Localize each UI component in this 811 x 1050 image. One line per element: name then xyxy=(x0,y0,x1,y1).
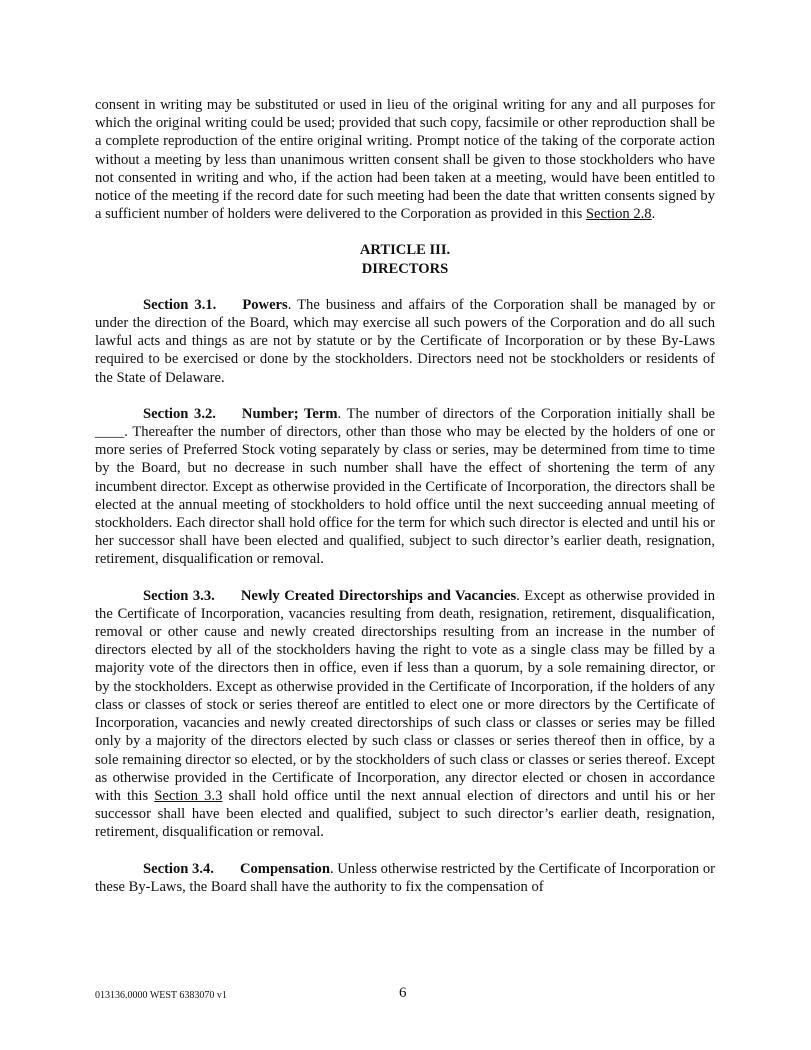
section-number: Section 3.2. xyxy=(143,405,216,422)
page-number: 6 xyxy=(399,985,407,1001)
section-text: . Except as otherwise provided in the Certificate of Incorporation, vacancies resulting from death, resignation, retirement, disqualification, removal or other cause and newly created directorships resulting from an increase in the number of directors elected by all of the stockholders having the right to vote as a single class may be filled by a majority vote of the directors then in office, even if less than a quorum, by a sole remaining director, or by the stockholders. Except as otherwise provided in the Certificate of Incorporation, if the holders of any class or classes of stock or series thereof are entitled to elect one or more directors by the Certificate of Incorporation, vacancies and newly created directorships of such class or classes or series may be filled only by a majority of the directors elected by such class or classes or series thereof then in office, by a sole remaining director so elected, or by the stockholders of such class or classes or series thereof. Except as otherwise provided in the Certificate of Incorporation, any director elected or chosen in accordance with this xyxy=(95,587,715,804)
article-heading xyxy=(95,241,715,277)
section-text: . Unless otherwise restricted by the Certificate of Incorporation or these By-Laws, the Board shall have the authority to fix the compensation of xyxy=(95,860,715,895)
footer-document-id: 013136.0000 WEST 6383070 v1 xyxy=(95,990,227,1001)
article-title: DIRECTORS xyxy=(361,260,449,277)
document-page xyxy=(95,96,715,914)
section-number: Section 3.3. xyxy=(143,587,215,604)
section-title: Powers xyxy=(242,296,288,313)
section-title: Compensation xyxy=(239,860,330,877)
section-title: Newly Created Directorships and Vacancies xyxy=(240,587,517,604)
section-number: Section 3.4. xyxy=(143,860,214,877)
section-number: Section 3.1. xyxy=(143,296,217,313)
cross-reference-link[interactable]: Section 2.8 xyxy=(585,206,652,223)
section-3-3 xyxy=(95,587,715,842)
continuation-paragraph xyxy=(95,96,715,223)
article-number: ARTICLE III. xyxy=(359,242,451,259)
paragraph-text: consent in writing may be substituted or used in lieu of the original writing for any and all purposes for which the original writing could be used; provided that such copy, facsimile or other reproduction shall be a complete reproduction of the entire original writing. Prompt notice of the taking of the corporate action without a meeting by less than unanimous written consent shall be given to those stockholders who have not consented in writing and who, if the action had been taken at a meeting, would have been entitled to notice of the meeting if the record date for such meeting had been the date that written consents signed by a sufficient number of holders were delivered to the Corporation as provided in this xyxy=(95,97,715,223)
section-text: . The number of directors of the Corporation initially shall be ____. Thereafter the number of directors, other than those who may be elected by the holders of one or more series of Preferred Stock voting separately by class or series, may be determined from time to time by the Board, but no decrease in such number shall have the effect of shortening the term of any incumbent director. Except as otherwise provided in the Certificate of Incorporation, the directors shall be elected at the annual meeting of stockholders to hold office until the next succeeding annual meeting of stockholders. Each director shall hold office for the term for which such director is elected and until his or her successor shall have been elected and qualified, subject to such director’s earlier death, resignation, retirement, disqualification or removal. xyxy=(95,405,715,568)
cross-reference-link[interactable]: Section 3.3 xyxy=(154,787,223,804)
section-3-4 xyxy=(95,860,715,896)
paragraph-text: . xyxy=(651,206,656,223)
section-text: shall hold office until the next annual election of directors and until his or her successor shall have been elected and qualified, subject to such director’s earlier death, resignation, retirement, disqualification or removal. xyxy=(95,787,716,841)
section-text: . The business and affairs of the Corporation shall be managed by or under the direction of the Board, which may exercise all such powers of the Corporation and do all such lawful acts and things as are not by statute or by the Certificate of Incorporation or by these By-Laws required to be exercised or done by the stockholders. Directors need not be stockholders or residents of the State of Delaware. xyxy=(95,296,715,386)
section-title: Number; Term xyxy=(241,405,338,422)
section-3-1 xyxy=(95,296,715,387)
section-3-2 xyxy=(95,405,715,569)
